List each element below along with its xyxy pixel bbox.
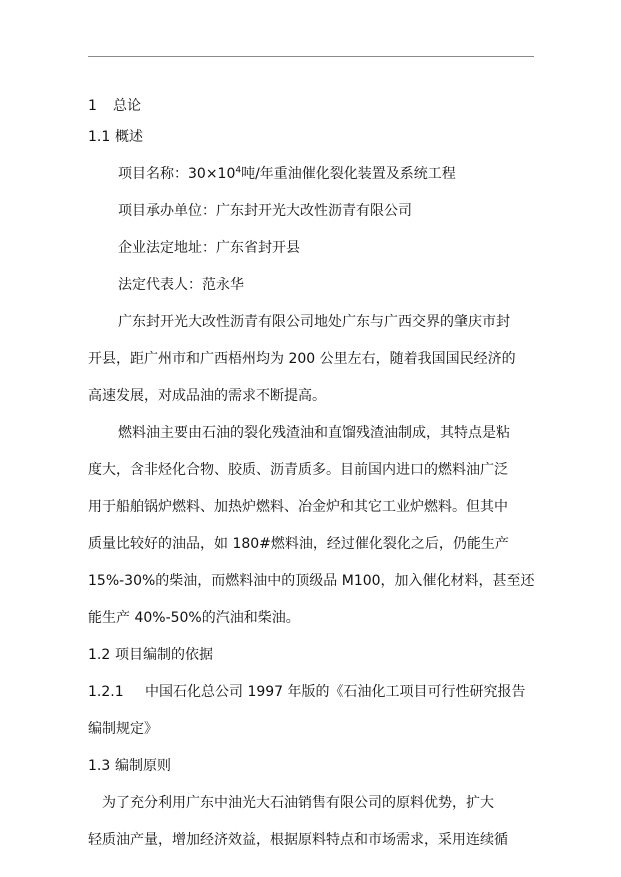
project-rep-line <box>88 270 534 301</box>
project-address-value: 广东省封开县 <box>216 240 300 256</box>
section-1-2-heading <box>88 640 534 671</box>
project-name-value-suffix: 吨/年重油催化裂化装置及系统工程 <box>241 166 456 182</box>
paragraph-line: 广东封开光大改性沥青有限公司地处广东与广西交界的肇庆市封 <box>118 314 510 330</box>
section-title: 项目编制的依据 <box>115 647 213 663</box>
section-text: 中国石化总公司 1997 年版的《石油化工项目可行性研究报告 <box>145 684 526 700</box>
section-1-2-1-line <box>88 677 534 708</box>
paragraph-line: 燃料油主要由石油的裂化残渣油和直馏残渣油制成，其特点是粘 <box>118 425 510 441</box>
paragraph-line: 开县，距广州市和广西梧州均为 200 公里左右，随着我国国民经济的 <box>88 351 516 367</box>
paragraph-line: 能生产 40%-50%的汽油和柴油。 <box>88 610 300 626</box>
project-address-label: 企业法定地址： <box>118 240 216 256</box>
section-number: 1.3 <box>88 758 111 774</box>
paragraph-line: 15%-30%的柴油，而燃料油中的顶级品 M100，加入催化材料，甚至还 <box>88 573 535 589</box>
section-title: 总论 <box>113 98 141 114</box>
project-org-label: 项目承办单位： <box>118 203 216 219</box>
section-1-3-heading <box>88 751 534 782</box>
project-name-value-sup: 4 <box>235 165 242 176</box>
paragraph-line: 编制规定》 <box>88 721 158 737</box>
paragraph-line: 质量比较好的油品，如 180#燃料油，经过催化裂化之后，仍能生产 <box>88 536 509 552</box>
project-rep-label: 法定代表人： <box>118 277 202 293</box>
project-address-line <box>88 233 534 264</box>
document-body <box>88 91 534 856</box>
section-number: 1 <box>88 98 97 114</box>
section-1-heading <box>88 91 534 122</box>
paragraph-line: 度大，含非烃化合物、胶质、沥青质多。目前国内进口的燃料油广泛 <box>88 462 508 478</box>
project-name-label: 项目名称： <box>118 166 188 182</box>
section-number: 1.2.1 <box>88 684 124 700</box>
project-org-value: 广东封开光大改性沥青有限公司 <box>216 203 412 219</box>
paragraph-line: 用于船舶锅炉燃料、加热炉燃料、冶金炉和其它工业炉燃料。但其中 <box>88 499 508 515</box>
paragraph-line: 高速发展，对成品油的需求不断提高。 <box>88 388 326 404</box>
section-title: 编制原则 <box>115 758 171 774</box>
section-1-1-heading <box>88 122 534 153</box>
section-title: 概述 <box>115 129 143 145</box>
project-name-line <box>88 159 534 190</box>
header-rule <box>88 56 534 57</box>
section-number: 1.1 <box>88 129 111 145</box>
section-number: 1.2 <box>88 647 111 663</box>
project-name-value-prefix: 30×10 <box>188 166 236 182</box>
paragraph-line: 轻质油产量，增加经济效益，根据原料特点和市场需求，采用连续循 <box>88 832 508 848</box>
project-rep-value: 范永华 <box>202 277 244 293</box>
project-org-line <box>88 196 534 227</box>
paragraph-line: 为了充分利用广东中油光大石油销售有限公司的原料优势，扩大 <box>102 795 494 811</box>
